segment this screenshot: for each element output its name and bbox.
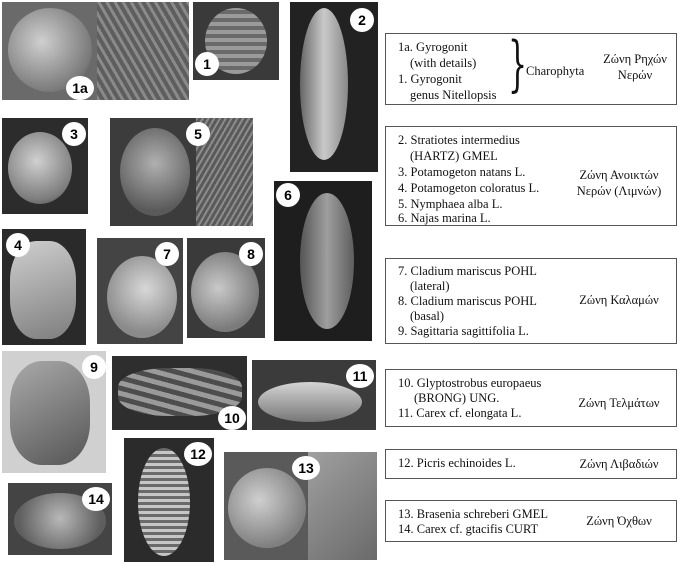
- specimen-label: 3: [62, 122, 86, 146]
- specimen-label: 11: [346, 364, 374, 388]
- specimen-label: 14: [82, 487, 110, 511]
- zone-label: Νερών (Λιμνών): [576, 184, 662, 198]
- legend-box-marshes: [385, 369, 677, 427]
- zone-label: Ζώνη Ανοικτών: [579, 168, 659, 182]
- legend-line: 10. Glyptostrobus europaeus: [398, 376, 542, 390]
- legend-box-banks: [385, 500, 677, 542]
- seed-specimen: [300, 193, 354, 329]
- specimen-label: 1a: [66, 76, 94, 100]
- specimen-label: 1: [195, 52, 219, 76]
- specimen-label: 8: [239, 242, 263, 266]
- legend-line: (lateral): [410, 279, 450, 293]
- surface-detail: [97, 2, 189, 100]
- specimen-photo-8: [187, 238, 265, 338]
- specimen-label: 10: [218, 406, 246, 430]
- specimen-photo-14: [8, 483, 112, 555]
- seed-specimen: [10, 361, 90, 465]
- zone-label: Ζώνη Τελμάτων: [578, 396, 660, 410]
- legend-line: 1. Gyrogonit: [398, 72, 462, 86]
- seed-specimen: [138, 448, 190, 556]
- brace-symbol: }: [508, 29, 528, 99]
- seed-specimen: [8, 132, 72, 204]
- specimen-photo-4: [2, 229, 86, 345]
- legend-line: 7. Cladium mariscus POHL: [398, 264, 537, 278]
- specimen-photo-13: [224, 452, 377, 560]
- legend-line: genus Nitellopsis: [410, 88, 497, 102]
- legend-line: 3. Potamogeton natans L.: [398, 165, 526, 179]
- specimen-photo-1: [193, 2, 279, 80]
- specimen-photo-6: [274, 181, 372, 341]
- legend-line: (BRONG) UNG.: [414, 391, 500, 405]
- specimen-label: 12: [184, 442, 212, 466]
- specimen-photo-1a: [2, 2, 189, 100]
- legend-line: 2. Stratiotes intermedius: [398, 133, 520, 147]
- specimen-photo-11: [252, 360, 376, 430]
- specimen-label: 4: [6, 233, 30, 257]
- legend-line: 13. Brasenia schreberi GMEL: [398, 507, 548, 521]
- specimen-photo-12: [124, 438, 214, 562]
- specimen-label: 9: [82, 355, 106, 379]
- legend-line: 9. Sagittaria sagittifolia L.: [398, 324, 529, 338]
- legend-line: 4. Potamogeton coloratus L.: [398, 181, 540, 195]
- zone-label: Ζώνη Καλαμών: [579, 293, 659, 307]
- seed-specimen: [258, 382, 362, 422]
- legend-line: (basal): [410, 309, 445, 323]
- legend-line: (with details): [410, 56, 477, 70]
- specimen-label: 13: [292, 456, 320, 480]
- zone-label: Νερών: [617, 68, 653, 82]
- legend-box-shallow-water: [385, 29, 677, 105]
- legend-line: 8. Cladium mariscus POHL: [398, 294, 537, 308]
- seed-specimen: [120, 128, 190, 216]
- legend-line: 1a. Gyrogonit: [398, 40, 468, 54]
- specimen-photo-5: [110, 118, 253, 226]
- specimen-label: 7: [155, 242, 179, 266]
- specimen-photo-3: [2, 118, 88, 214]
- seed-specimen: [300, 8, 348, 160]
- class-label: Charophyta: [526, 64, 585, 78]
- specimen-label: 2: [350, 8, 374, 32]
- legend-line: 14. Carex cf. gtacifis CURT: [398, 522, 539, 536]
- specimen-photo-7: [97, 238, 183, 344]
- zone-label: Ζώνη Όχθων: [586, 514, 652, 528]
- legend-line: 5. Nymphaea alba L.: [398, 197, 503, 211]
- zone-label: Ζώνη Ρηχών: [603, 52, 667, 66]
- legend-box-open-water: [385, 126, 677, 226]
- specimen-photo-2: [290, 2, 378, 172]
- specimen-label: 5: [186, 122, 210, 146]
- legend-line: (HARTZ) GMEL: [410, 149, 498, 163]
- legend-box-reeds: [385, 258, 677, 344]
- specimen-photo-9: [2, 351, 106, 473]
- specimen-label: 6: [276, 183, 300, 207]
- legend-line: 12. Picris echinoides L.: [398, 456, 516, 470]
- seed-specimen: [107, 256, 177, 338]
- legend-box-meadows: [385, 449, 677, 479]
- specimen-photo-10: [112, 356, 247, 430]
- zone-label: Ζώνη Λιβαδιών: [579, 457, 659, 471]
- seed-specimen: [228, 468, 306, 548]
- legend-line: 11. Carex cf. elongata L.: [398, 406, 522, 420]
- legend-line: 6. Najas marina L.: [398, 211, 491, 225]
